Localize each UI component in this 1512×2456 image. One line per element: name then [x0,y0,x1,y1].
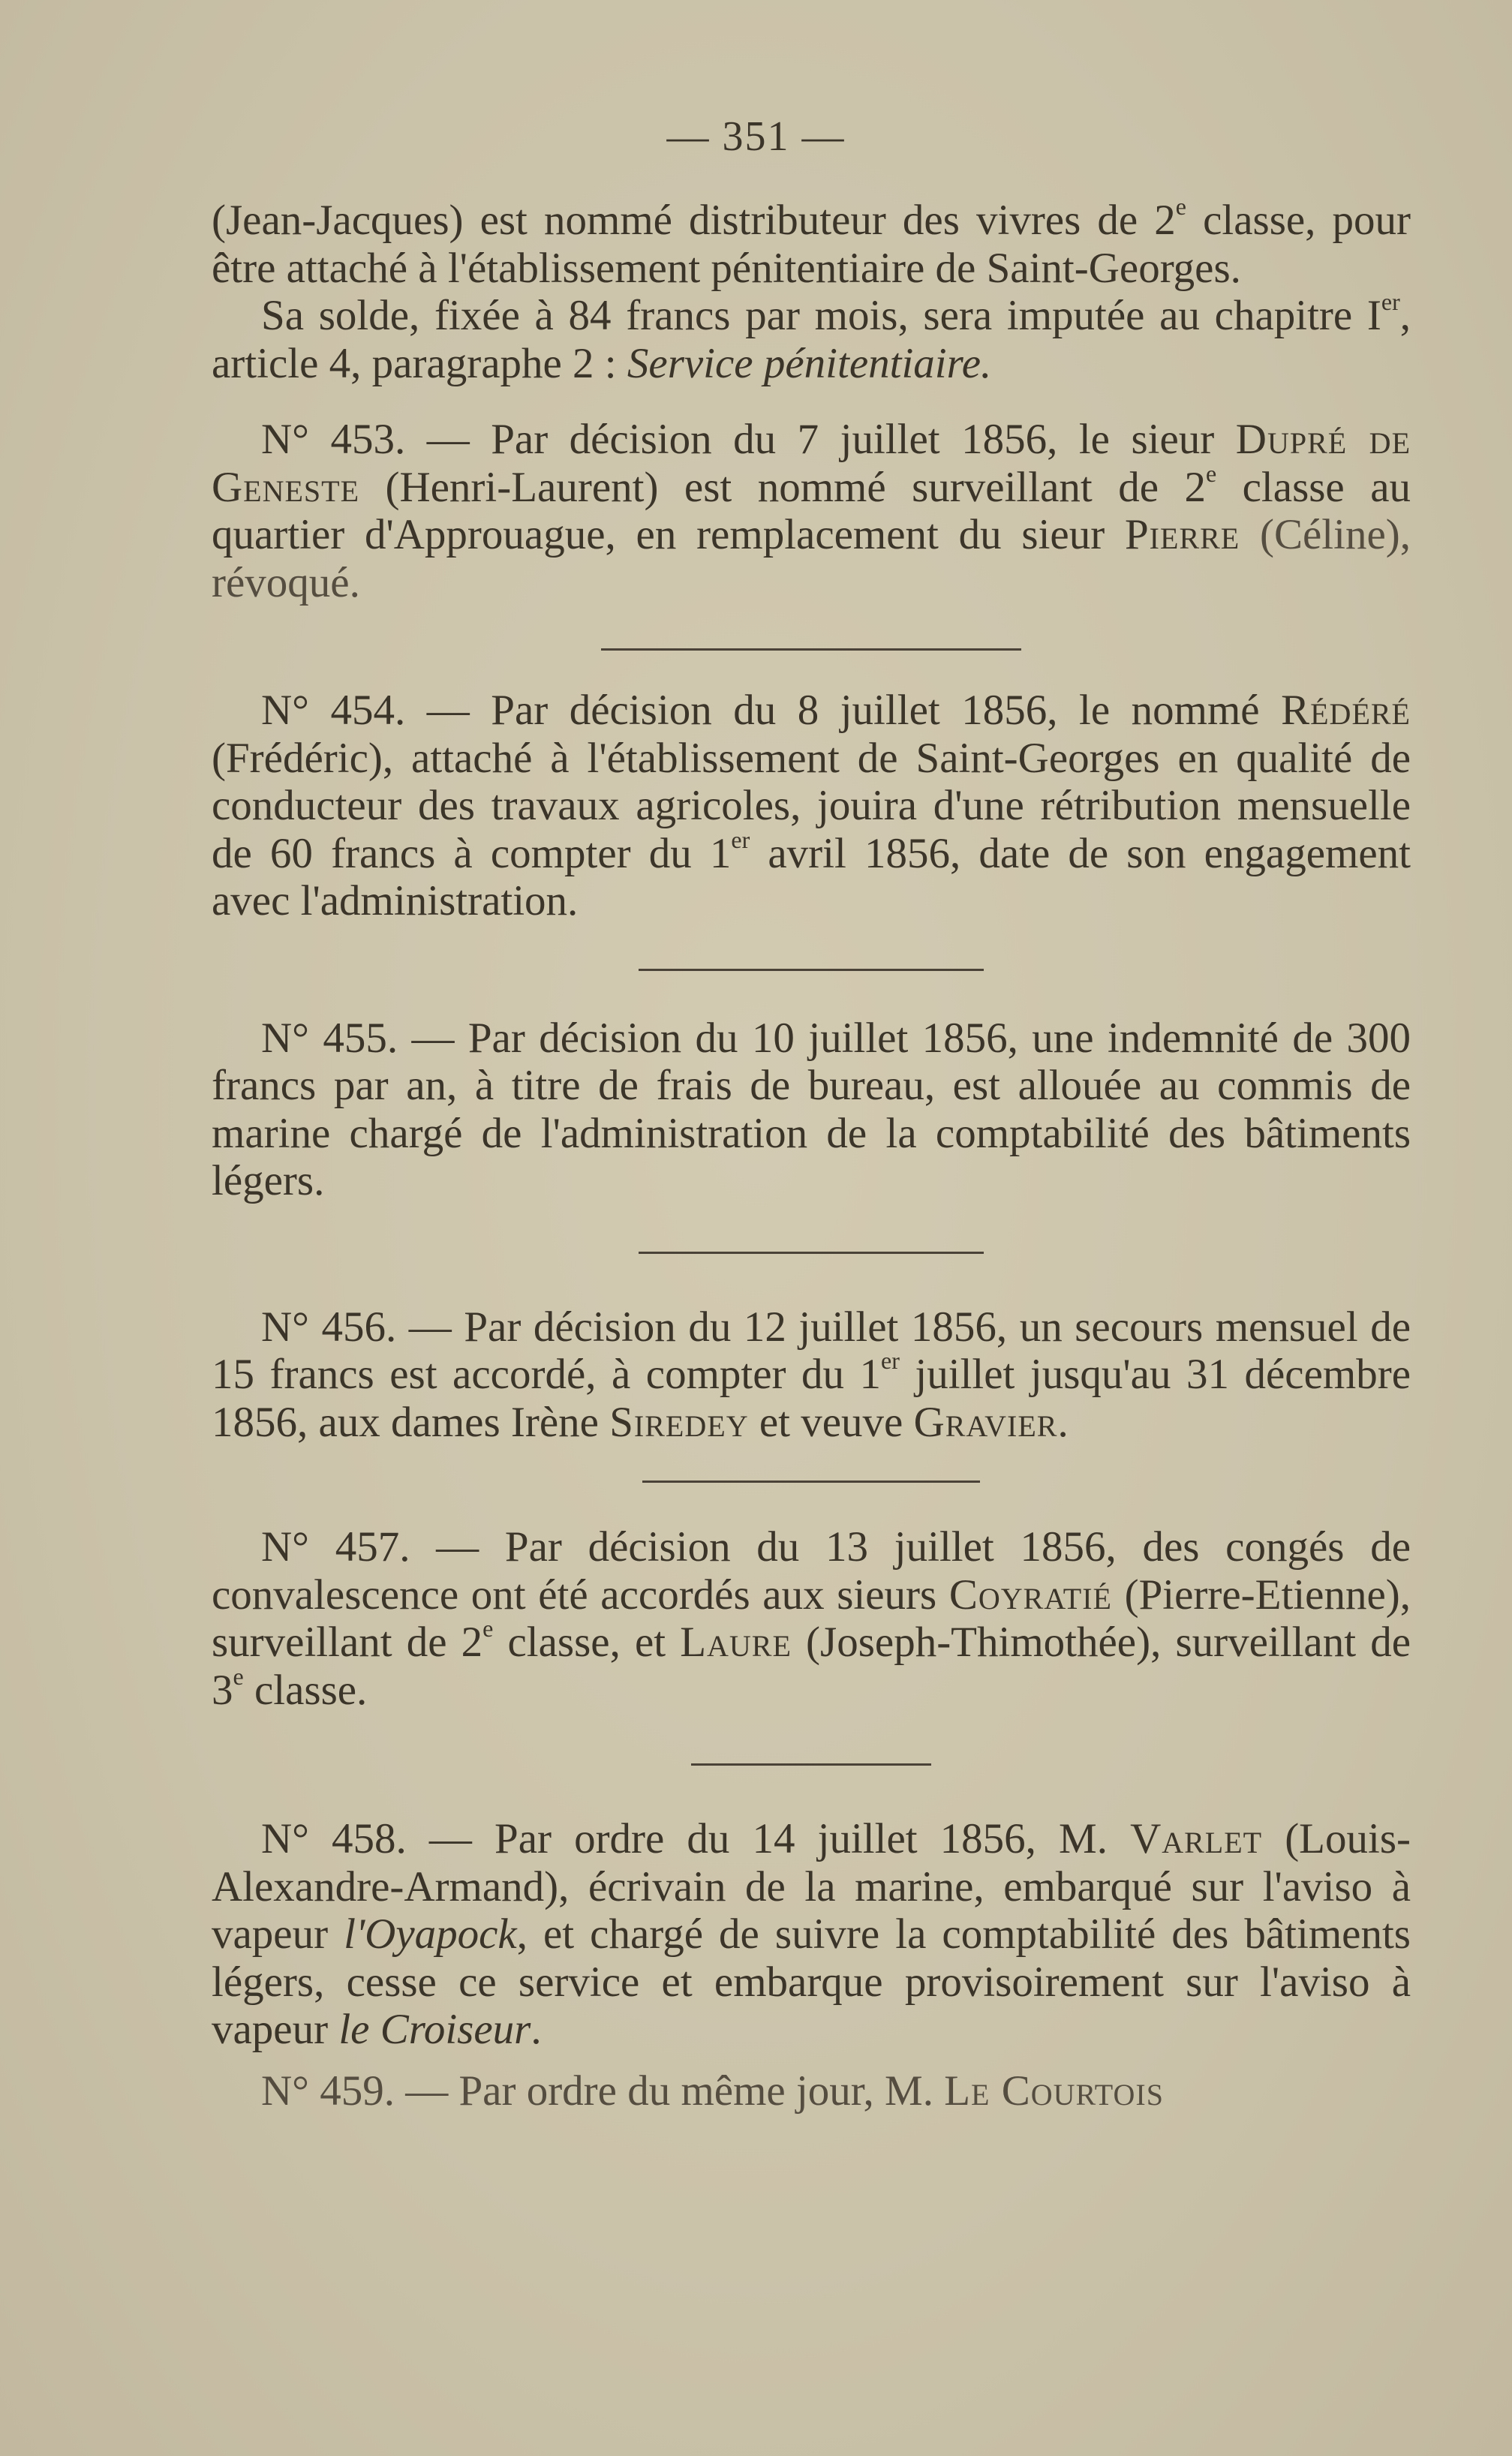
paragraph-452-continuation: (Jean-Jacques) est nommé distributeur des vivres de 2e classe, pour être attaché à l'établissement pénitentiaire de Saint-Georges. [212,193,1411,292]
paragraph-452-solde: Sa solde, fixée à 84 francs par mois, sera imputée au chapitre Ier, article 4, paragraphe 2 : Service pénitentiaire. [212,288,1411,387]
paragraph-458: N° 458. — Par ordre du 14 juillet 1856, M. Varlet (Louis-Alexandre-Armand), écrivain de la marine, embarqué sur l'aviso à vapeur l'Oyapock, et chargé de suivre la comptabilité des bâtiments légers, cesse ce service et embarque provisoirement sur l'aviso à vapeur le Croiseur. [212,1815,1411,2053]
separator-rule [601,648,1021,651]
separator-rule [639,969,984,971]
separator-rule [691,1763,931,1766]
paragraph-453: N° 453. — Par décision du 7 juillet 1856, le sieur Dupré de Geneste (Henri-Laurent) est nommé surveillant de 2e classe au quartier d'Approuague, en remplacement du sieur Pierre (Céline), révoqué. [212,416,1411,606]
paragraph-457: N° 457. — Par décision du 13 juillet 1856, des congés de convalescence ont été accordés aux sieurs Coyratié (Pierre-Etienne), surveillant de 2e classe, et Laure (Joseph-Thimothée), surveillant de 3e classe. [212,1523,1411,1714]
page-number: — 351 — [666,113,846,160]
separator-rule [639,1252,984,1254]
paragraph-456: N° 456. — Par décision du 12 juillet 1856, un secours mensuel de 15 francs est accordé, à compter du 1er juillet jusqu'au 31 décembre 1856, aux dames Irène Siredey et veuve Gravier. [212,1303,1411,1446]
separator-rule [642,1481,980,1483]
page-body [212,193,1411,2115]
paragraph-459: N° 459. — Par ordre du même jour, M. Le Courtois [261,2067,1164,2115]
paragraph-455: N° 455. — Par décision du 10 juillet 1856, une indemnité de 300 francs par an, à titre de frais de bureau, est allouée au commis de marine chargé de l'administration de la comptabilité des bâtiments légers. [212,1014,1411,1204]
paragraph-454: N° 454. — Par décision du 8 juillet 1856, le nommé Rédéré (Frédéric), attaché à l'établissement de Saint-Georges en qualité de conducteur des travaux agricoles, jouira d'une rétribution mensuelle de 60 francs à compter du 1er avril 1856, date de son engagement avec l'administration. [212,687,1411,924]
